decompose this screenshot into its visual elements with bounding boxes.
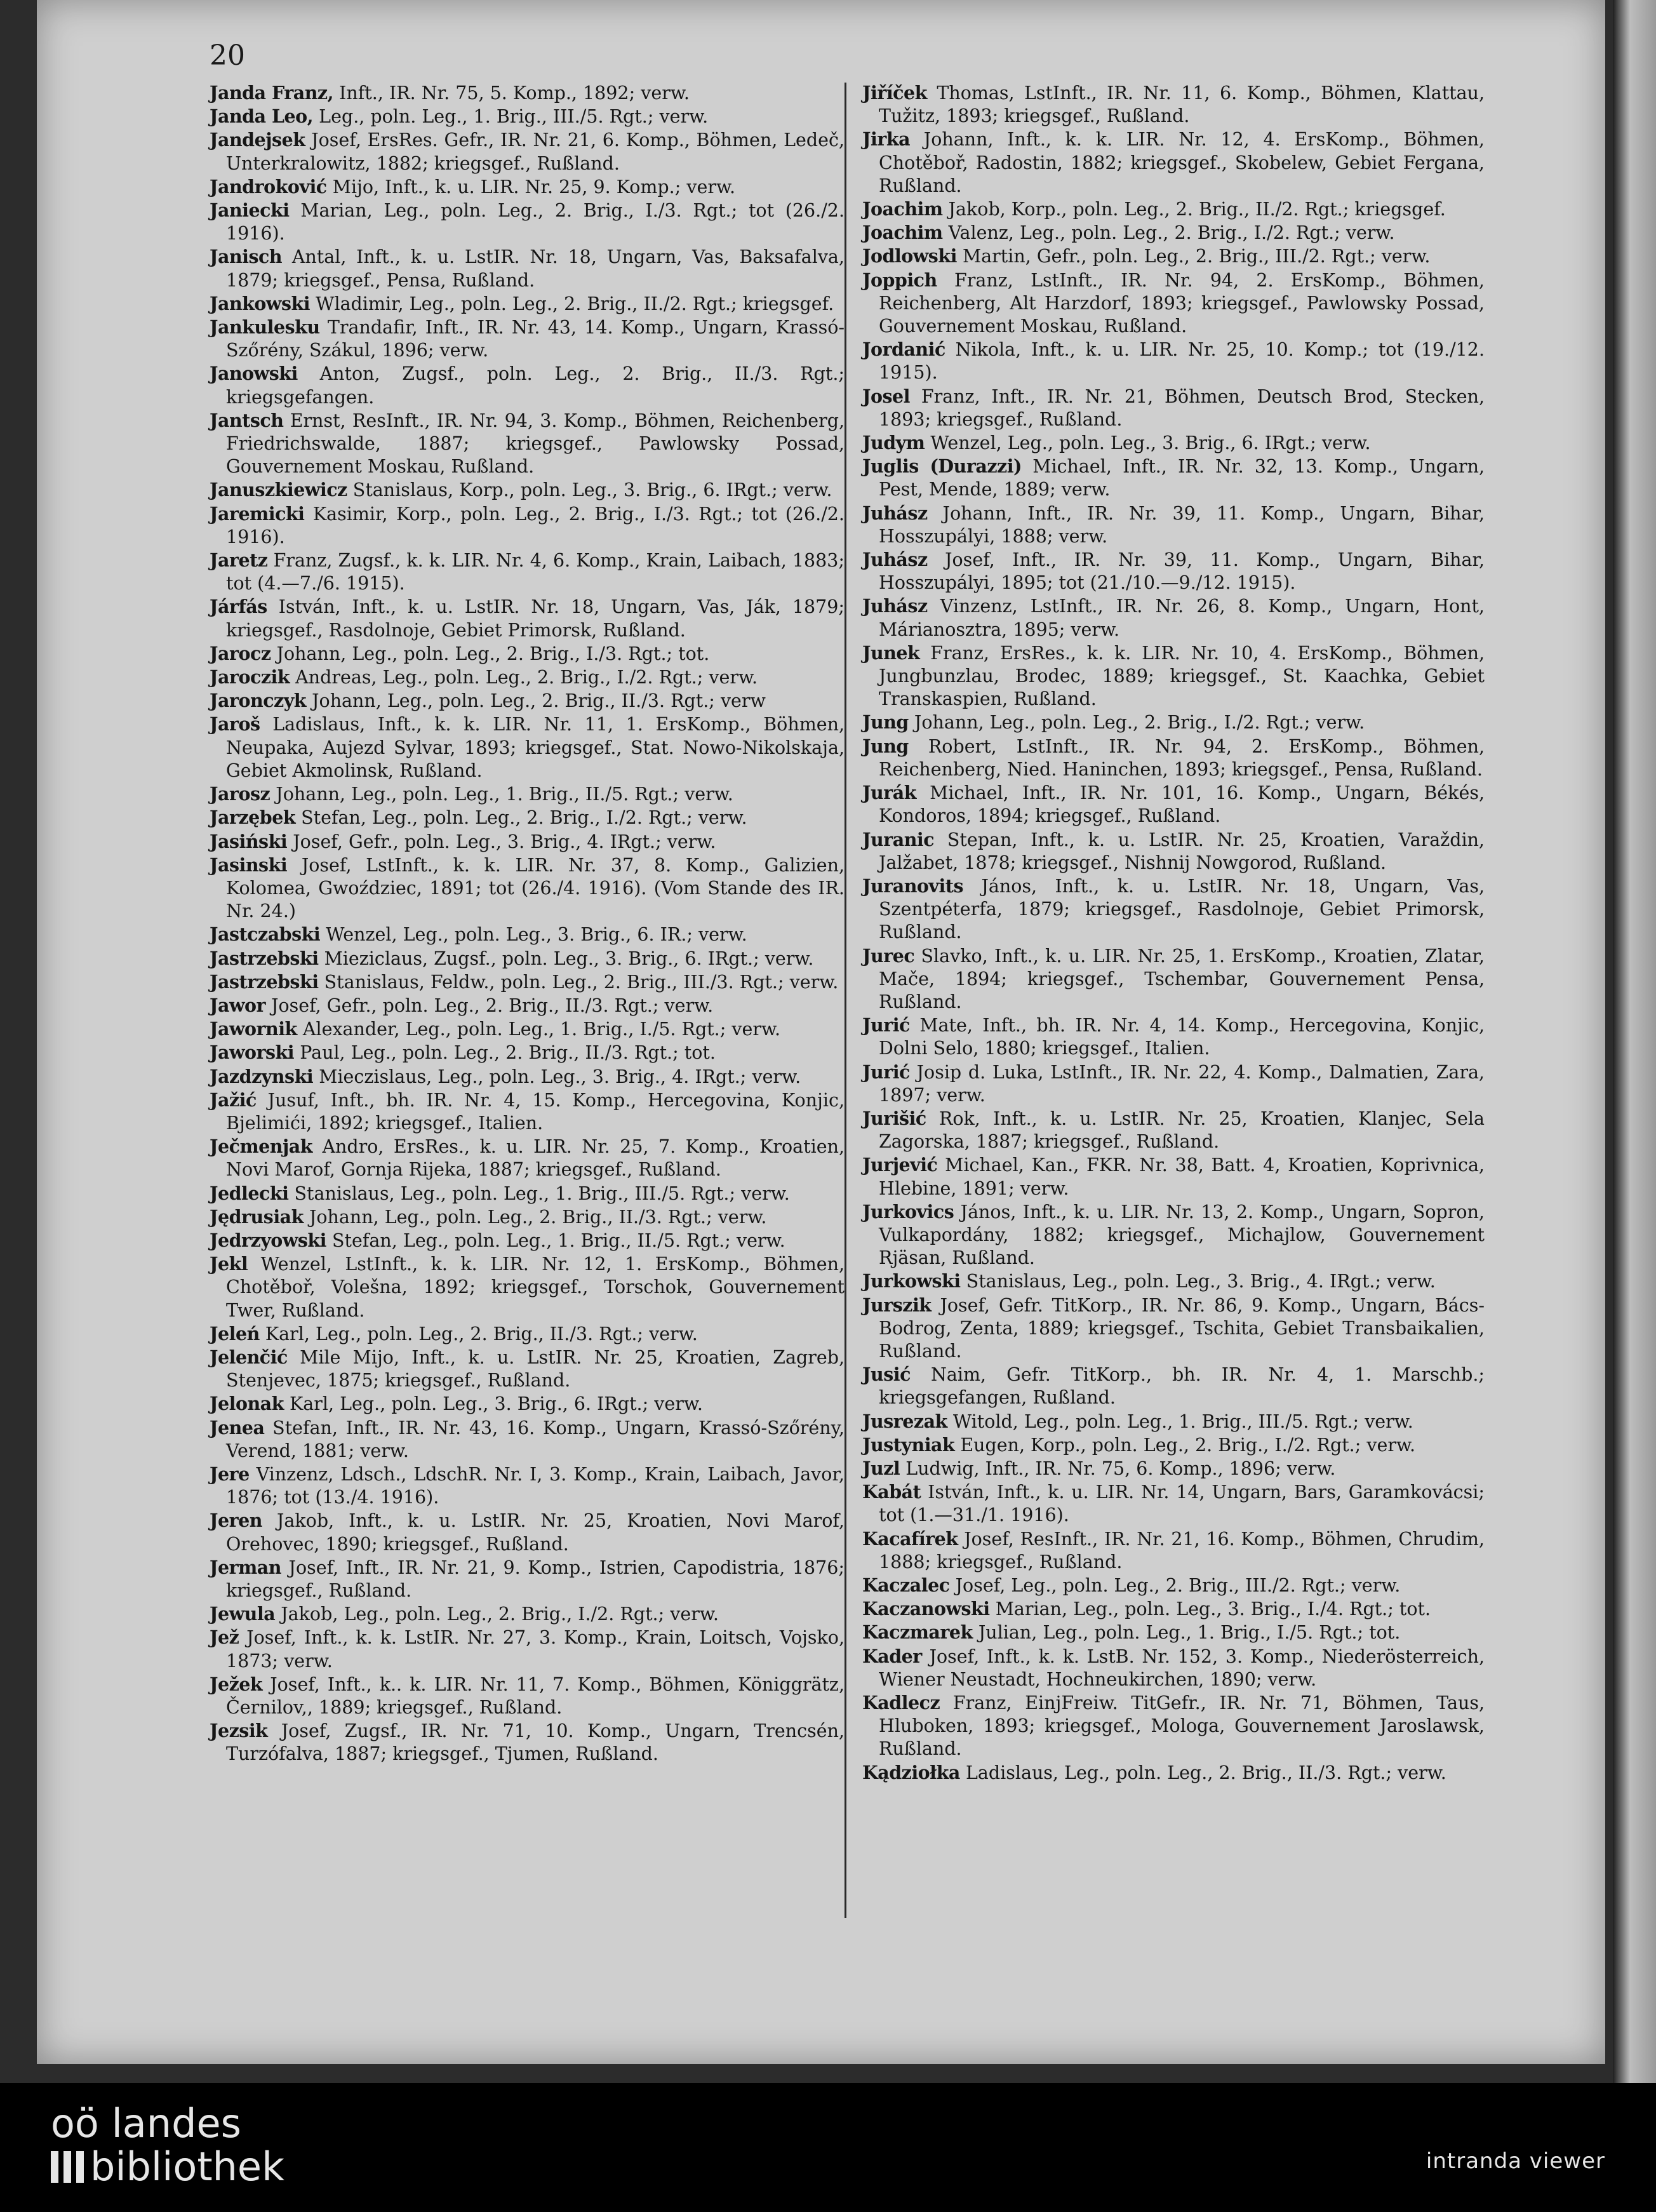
entry-surname: Judym xyxy=(862,432,925,454)
entry-details: Mile Mijo, Inft., k. u. LstIR. Nr. 25, Kroatien, Zagreb, Stenjevec, 1875; kriegsgef., Rußland. xyxy=(226,1346,845,1391)
entry-details: Michael, Kan., FKR. Nr. 38, Batt. 4, Kroatien, Koprivnica, Hlebine, 1891; verw. xyxy=(879,1155,1485,1199)
register-entry xyxy=(210,782,845,806)
register-entry xyxy=(210,175,845,199)
entry-details: Kasimir, Korp., poln. Leg., 2. Brig., I./3. Rgt.; tot (26./2. 1916). xyxy=(226,503,845,547)
entry-surname: Justyniak xyxy=(862,1433,955,1456)
entry-surname: Jezsik xyxy=(210,1720,268,1742)
register-entry xyxy=(862,1363,1485,1409)
entry-surname: Jurszik xyxy=(862,1294,932,1316)
register-entry xyxy=(862,548,1485,594)
entry-surname: Jędrusiak xyxy=(210,1205,304,1228)
entry-details: Eugen, Korp., poln. Leg., 2. Brig., I./2. Rgt.; verw. xyxy=(960,1434,1416,1456)
register-entry xyxy=(210,316,845,362)
entry-details: Mieczislaus, Leg., poln. Leg., 3. Brig., 4. IRgt.; verw. xyxy=(319,1066,801,1087)
register-entry xyxy=(210,994,845,1017)
register-entry xyxy=(210,1463,845,1509)
entry-surname: Jedrzyowski xyxy=(210,1229,326,1251)
entry-details: Josef, Inft., k.. k. LIR. Nr. 11, 7. Komp., Böhmen, Königgrätz, Černilov,, 1889; kriegsgef., Rußland. xyxy=(226,1673,845,1719)
entry-details: Jusuf, Inft., bh. IR. Nr. 4, 15. Komp., Hercegovina, Konjic, Bjelimići, 1892; kriegsgef., Italien. xyxy=(226,1089,845,1134)
entry-details: Stefan, Inft., IR. Nr. 43, 16. Komp., Ungarn, Krassó-Szőrény, Verend, 1881; verw. xyxy=(226,1417,845,1461)
entry-surname: Jeren xyxy=(210,1510,262,1532)
entry-details: Johann, Inft., k. k. LIR. Nr. 12, 4. ErsKomp., Böhmen, Chotěboř, Radostin, 1882; kriegsgef., Skobelew, Gebiet Fergana, Rußland. xyxy=(879,129,1485,196)
entry-surname: Ječmenjak xyxy=(210,1136,313,1158)
entry-details: Franz, ErsRes., k. k. LIR. Nr. 10, 4. ErsKomp., Böhmen, Jungbunzlau, Brodec, 1889; kriegsgef., St. Kaachka, Gebiet Transkaspien, Rußland. xyxy=(879,642,1485,710)
entry-details: Stanislaus, Leg., poln. Leg., 3. Brig., 4. IRgt.; verw. xyxy=(966,1271,1436,1292)
entry-surname: Jandroković xyxy=(210,175,327,198)
register-entry xyxy=(862,711,1485,734)
entry-surname: Janowski xyxy=(210,363,298,385)
register-entry xyxy=(210,1602,845,1626)
entry-details: Vinzenz, Ldsch., LdschR. Nr. I, 3. Komp., Krain, Laibach, Javor, 1876; tot (13./4. 1916). xyxy=(226,1463,845,1508)
register-entry xyxy=(210,689,845,713)
entry-surname: Joachim xyxy=(862,222,943,244)
register-entry xyxy=(862,128,1485,198)
entry-surname: Jirka xyxy=(862,128,911,151)
entry-details: Slavko, Inft., k. u. LIR. Nr. 25, 1. ErsKomp., Kroatien, Zlatar, Mače, 1894; kriegsgef., Tschembar, Gouvernement Pensa, Rußland. xyxy=(879,945,1485,1012)
entry-details: Josef, LstInft., k. k. LIR. Nr. 37, 8. Komp., Galizien, Kolomea, Gwoździec, 1891; tot (26./4. 1916). (Vom Stande des IR. Nr. 24.) xyxy=(226,854,845,922)
register-entry xyxy=(210,502,845,549)
register-entry xyxy=(862,781,1485,828)
register-entry xyxy=(210,970,845,994)
entry-surname: Kaczmarek xyxy=(862,1621,973,1644)
register-entry xyxy=(862,1294,1485,1364)
register-entry xyxy=(862,944,1485,1014)
entry-surname: Jerman xyxy=(210,1556,281,1578)
entry-surname: Jelonak xyxy=(210,1393,284,1415)
entry-surname: Jewula xyxy=(210,1603,276,1625)
entry-surname: Jurić xyxy=(862,1014,910,1036)
entry-surname: Jastrzebski xyxy=(210,947,319,969)
entry-surname: Junek xyxy=(862,641,920,664)
register-entry xyxy=(862,875,1485,944)
register-entry xyxy=(862,1691,1485,1761)
entry-details: Michael, Inft., IR. Nr. 101, 16. Komp., Ungarn, Békés, Kondoros, 1894; kriegsgef., Rußland. xyxy=(879,782,1485,827)
register-entry xyxy=(862,828,1485,875)
register-entry xyxy=(210,409,845,479)
entry-surname: Jazdzynski xyxy=(210,1065,314,1087)
entry-surname: Janda Leo, xyxy=(210,105,314,128)
logo-line-2: bibliothek xyxy=(90,2143,284,2190)
viewer-label: intranda viewer xyxy=(1426,2148,1605,2174)
entry-surname: Jusrezak xyxy=(862,1410,947,1432)
entry-surname: Kadlecz xyxy=(862,1692,940,1714)
entry-details: Stanislaus, Korp., poln. Leg., 3. Brig., 6. IRgt.; verw. xyxy=(352,479,832,501)
entry-surname: Jantsch xyxy=(210,409,284,431)
register-entry xyxy=(862,1433,1485,1457)
register-entry xyxy=(210,1556,845,1602)
register-entry xyxy=(862,1621,1485,1644)
register-entry xyxy=(862,81,1485,128)
page-number: 20 xyxy=(210,39,245,72)
entry-surname: Juhász xyxy=(862,502,928,524)
entry-details: Ladislaus, Leg., poln. Leg., 2. Brig., II./3. Rgt.; verw. xyxy=(965,1762,1446,1783)
entry-details: Naim, Gefr. TitKorp., bh. IR. Nr. 4, 1. Marschb.; kriegsgefangen, Rußland. xyxy=(879,1364,1485,1409)
entry-details: Johann, Leg., poln. Leg., 1. Brig., II./5. Rgt.; verw. xyxy=(276,784,733,805)
entry-surname: Joppich xyxy=(862,269,937,291)
entry-details: Franz, Zugsf., k. k. LIR. Nr. 4, 6. Komp., Krain, Laibach, 1883; tot (4.—7./6. 1915). xyxy=(226,550,845,594)
entry-details: Witold, Leg., poln. Leg., 1. Brig., III./5. Rgt.; verw. xyxy=(952,1411,1413,1432)
register-entry xyxy=(862,1527,1485,1574)
entry-details: Stanislaus, Leg., poln. Leg., 1. Brig., III./5. Rgt.; verw. xyxy=(294,1183,790,1204)
entry-surname: Juranovits xyxy=(862,875,964,897)
entry-details: Johann, Inft., IR. Nr. 39, 11. Komp., Ungarn, Bihar, Hosszupályi, 1888; verw. xyxy=(879,502,1485,547)
entry-details: Karl, Leg., poln. Leg., 2. Brig., II./3. Rgt.; verw. xyxy=(265,1323,698,1344)
register-entry xyxy=(210,1673,845,1719)
register-entry xyxy=(862,221,1485,245)
register-entry xyxy=(210,292,845,316)
register-entry xyxy=(210,595,845,641)
entry-details: Stefan, Leg., poln. Leg., 1. Brig., II./5. Rgt.; verw. xyxy=(332,1230,785,1251)
entry-details: Franz, EinjFreiw. TitGefr., IR. Nr. 71, Böhmen, Taus, Hluboken, 1893; kriegsgef., Mologa, Gouvernement Jaroslawsk, Rußland. xyxy=(879,1693,1485,1760)
column-divider xyxy=(845,83,846,1918)
register-entry xyxy=(862,641,1485,711)
entry-details: Josef, Inft., IR. Nr. 21, 9. Komp., Istrien, Capodistria, 1876; kriegsgef., Rußland. xyxy=(226,1557,845,1601)
register-entry xyxy=(210,806,845,829)
register-entry xyxy=(210,1065,845,1089)
entry-details: Josip d. Luka, LstInft., IR. Nr. 22, 4. Komp., Dalmatien, Zara, 1897; verw. xyxy=(879,1061,1485,1106)
entry-details: Julian, Leg., poln. Leg., 1. Brig., I./5. Rgt.; tot. xyxy=(978,1622,1401,1644)
entry-details: István, Inft., k. u. LstIR. Nr. 18, Ungarn, Vas, Ják, 1879; kriegsgef., Rasdolnoje, Gebiet Primorsk, Rußland. xyxy=(226,596,845,641)
entry-details: Andro, ErsRes., k. u. LIR. Nr. 25, 7. Komp., Kroatien, Novi Marof, Gornja Rijeka, 1887; kriegsgef., Rußland. xyxy=(226,1136,845,1181)
entry-details: Martin, Gefr., poln. Leg., 2. Brig., III./2. Rgt.; verw. xyxy=(962,246,1431,267)
entry-surname: Jarosz xyxy=(210,783,270,805)
register-entry xyxy=(210,1626,845,1672)
entry-surname: Jawornik xyxy=(210,1018,297,1040)
entry-details: Johann, Leg., poln. Leg., 2. Brig., II./3. Rgt.; verw. xyxy=(309,1206,767,1228)
entry-surname: Jurkowski xyxy=(862,1270,961,1292)
entry-surname: Jaworski xyxy=(210,1042,295,1064)
entry-surname: Jurić xyxy=(862,1061,910,1083)
entry-surname: Jodlowski xyxy=(862,245,957,267)
register-entry xyxy=(210,81,845,105)
entry-details: Josef, Inft., IR. Nr. 39, 11. Komp., Ungarn, Bihar, Hosszupályi, 1895; tot (21./10.—9./12. 1915). xyxy=(879,549,1485,594)
entry-details: Stepan, Inft., k. u. LstIR. Nr. 25, Kroatien, Varaždin, Jalžabet, 1878; kriegsgef., Nishnij Nowgorod, Rußland. xyxy=(879,829,1485,873)
entry-surname: Jaremicki xyxy=(210,502,305,525)
entry-surname: Juhász xyxy=(862,595,928,617)
entry-details: Mieziclaus, Zugsf., poln. Leg., 3. Brig., 6. IRgt.; verw. xyxy=(324,948,814,969)
logo-line-1: oö landes xyxy=(51,2100,241,2147)
register-entry xyxy=(210,1252,845,1322)
entry-details: Josef, Leg., poln. Leg., 2. Brig., III./2. Rgt.; verw. xyxy=(955,1575,1401,1596)
entry-details: Wenzel, LstInft., k. k. LIR. Nr. 12, 1. ErsKomp., Böhmen, Chotěboř, Volešna, 1892; kriegsgef., Torschok, Gouvernement Twer, Rußland. xyxy=(226,1254,845,1321)
register-entry xyxy=(862,1645,1485,1691)
entry-surname: Januszkiewicz xyxy=(210,479,347,501)
entry-details: János, Inft., k. u. LIR. Nr. 13, 2. Komp., Ungarn, Sopron, Vulkapordány, 1882; kriegsgef., Michajlow, Gouvernement Rjäsan, Rußland. xyxy=(879,1201,1485,1269)
entry-details: Johann, Leg., poln. Leg., 2. Brig., I./3. Rgt.; tot. xyxy=(276,643,710,664)
register-entry xyxy=(210,1205,845,1229)
entry-details: Josef, Inft., k. k. LstIR. Nr. 27, 3. Komp., Krain, Loitsch, Vojsko, 1873; verw. xyxy=(226,1627,845,1672)
entry-details: Valenz, Leg., poln. Leg., 2. Brig., I./2. Rgt.; verw. xyxy=(948,222,1395,244)
entry-details: Alexander, Leg., poln. Leg., 1. Brig., I./5. Rgt.; verw. xyxy=(302,1019,781,1040)
entry-surname: Juglis (Durazzi) xyxy=(862,455,1022,478)
entry-surname: Jordanić xyxy=(862,339,945,361)
register-entry xyxy=(862,455,1485,501)
entry-surname: Janda Franz, xyxy=(210,82,334,104)
register-entry xyxy=(210,1322,845,1346)
entry-surname: Jaretz xyxy=(210,549,268,572)
entry-surname: Juhász xyxy=(862,549,928,571)
entry-surname: Joachim xyxy=(862,198,943,220)
entry-details: Marian, Leg., poln. Leg., 2. Brig., I./3. Rgt.; tot (26./2. 1916). xyxy=(226,200,845,245)
entry-surname: Josel xyxy=(862,385,910,407)
entry-surname: Jelenčić xyxy=(210,1346,288,1368)
register-entry xyxy=(862,198,1485,221)
register-entry xyxy=(862,1457,1485,1480)
register-entry xyxy=(862,245,1485,268)
register-entry xyxy=(862,1200,1485,1270)
entry-details: Stanislaus, Feldw., poln. Leg., 2. Brig., III./3. Rgt.; verw. xyxy=(324,971,839,993)
entry-surname: Jurjević xyxy=(862,1154,938,1176)
entry-details: Jakob, Korp., poln. Leg., 2. Brig., II./2. Rgt.; kriegsgef. xyxy=(948,199,1446,220)
register-entry xyxy=(210,830,845,854)
register-entry xyxy=(210,478,845,502)
entry-surname: Jaroczik xyxy=(210,666,290,688)
entry-details: István, Inft., k. u. LIR. Nr. 14, Ungarn, Bars, Garamkovácsi; tot (1.—31./1. 1916). xyxy=(879,1482,1485,1526)
register-entry xyxy=(862,1107,1485,1153)
register-entry xyxy=(210,549,845,595)
entry-surname: Jankulesku xyxy=(210,316,320,339)
entry-surname: Jandejsek xyxy=(210,129,305,151)
register-entry xyxy=(210,666,845,689)
entry-surname: Janisch xyxy=(210,246,283,268)
register-entry xyxy=(210,1041,845,1064)
entry-details: Leg., poln. Leg., 1. Brig., III./5. Rgt.; verw. xyxy=(319,106,709,128)
register-entry xyxy=(210,1229,845,1252)
register-entry xyxy=(210,713,845,782)
register-entry xyxy=(862,1153,1485,1200)
entry-details: Wenzel, Leg., poln. Leg., 3. Brig., 6. IR.; verw. xyxy=(326,924,747,946)
register-entry xyxy=(862,1597,1485,1621)
register-entry xyxy=(210,1182,845,1205)
entry-surname: Jeleń xyxy=(210,1322,260,1344)
entry-surname: Jusić xyxy=(862,1364,911,1386)
register-entry xyxy=(210,1392,845,1416)
entry-details: Stefan, Leg., poln. Leg., 2. Brig., I./2. Rgt.; verw. xyxy=(301,807,747,829)
entry-surname: Kądziołka xyxy=(862,1761,960,1783)
register-entry xyxy=(210,199,845,245)
entry-surname: Jasinski xyxy=(210,854,288,876)
entry-details: Vinzenz, LstInft., IR. Nr. 26, 8. Komp., Ungarn, Hont, Márianosztra, 1895; verw. xyxy=(879,596,1485,640)
entry-surname: Jawor xyxy=(210,994,266,1016)
register-entry xyxy=(862,385,1485,431)
register-entry xyxy=(210,1346,845,1392)
right-column xyxy=(862,81,1485,1785)
entry-details: Mate, Inft., bh. IR. Nr. 4, 14. Komp., Hercegovina, Konjic, Dolni Selo, 1880; kriegsgef., Italien. xyxy=(879,1015,1485,1059)
entry-details: Jakob, Leg., poln. Leg., 2. Brig., I./2. Rgt.; verw. xyxy=(281,1604,719,1625)
entry-details: János, Inft., k. u. LstIR. Nr. 18, Ungarn, Vas, Szentpéterfa, 1879; kriegsgef., Rasdolnoje, Gebiet Primorsk, Rußland. xyxy=(879,875,1485,943)
entry-surname: Jankowski xyxy=(210,292,310,314)
left-column xyxy=(210,81,845,1766)
register-entry xyxy=(210,128,845,175)
entry-surname: Jere xyxy=(210,1463,250,1485)
entry-details: Antal, Inft., k. u. LstIR. Nr. 18, Ungarn, Vas, Baksafalva, 1879; kriegsgef., Pensa, Rußland. xyxy=(226,246,845,291)
next-page-edge xyxy=(1613,0,1656,2083)
register-entry xyxy=(210,362,845,408)
entry-details: Wladimir, Leg., poln. Leg., 2. Brig., II./2. Rgt.; kriegsgef. xyxy=(316,293,834,314)
entry-details: Josef, ResInft., IR. Nr. 21, 16. Komp., Böhmen, Chrudim, 1888; kriegsgef., Rußland. xyxy=(879,1528,1485,1572)
entry-surname: Kader xyxy=(862,1645,922,1667)
logo-bars-icon xyxy=(51,2151,85,2183)
entry-details: Trandafir, Inft., IR. Nr. 43, 14. Komp., Ungarn, Krassó-Szőrény, Szákul, 1896; verw. xyxy=(226,317,845,361)
register-entry xyxy=(210,1135,845,1181)
entry-surname: Kacafírek xyxy=(862,1527,958,1550)
entry-details: Andreas, Leg., poln. Leg., 2. Brig., I./2. Rgt.; verw. xyxy=(295,667,758,688)
register-entry xyxy=(210,642,845,666)
entry-surname: Jaronczyk xyxy=(210,690,307,712)
entry-surname: Janiecki xyxy=(210,199,290,222)
register-entry xyxy=(210,1416,845,1463)
entry-surname: Jarocz xyxy=(210,642,271,664)
register-entry xyxy=(210,245,845,292)
entry-surname: Jaroš xyxy=(210,713,260,735)
entry-details: Josef, ErsRes. Gefr., IR. Nr. 21, 6. Komp., Böhmen, Ledeč, Unterkralowitz, 1882; kriegsgef., Rußland. xyxy=(226,130,845,174)
entry-surname: Jarzębek xyxy=(210,807,296,829)
register-entry xyxy=(210,947,845,970)
entry-surname: Jung xyxy=(862,711,909,734)
entry-details: Wenzel, Leg., poln. Leg., 3. Brig., 6. IRgt.; verw. xyxy=(930,432,1371,454)
entry-details: Mijo, Inft., k. u. LIR. Nr. 25, 9. Komp.; verw. xyxy=(332,176,736,198)
entry-details: Jakob, Inft., k. u. LstIR. Nr. 25, Kroatien, Novi Marof, Orehovec, 1890; kriegsgef., Rußland. xyxy=(226,1510,845,1555)
entry-surname: Jažić xyxy=(210,1089,257,1111)
entry-details: Anton, Zugsf., poln. Leg., 2. Brig., II./3. Rgt.; kriegsgefangen. xyxy=(226,363,845,408)
entry-surname: Jiříček xyxy=(862,82,927,104)
entry-surname: Kabát xyxy=(862,1481,921,1503)
register-entry xyxy=(862,338,1485,384)
entry-details: Josef, Gefr. TitKorp., IR. Nr. 86, 9. Komp., Ungarn, Bács-Bodrog, Zenta, 1889; kriegsgef., Tschita, Gebiet Transbaikalien, Rußland. xyxy=(879,1294,1485,1362)
entry-surname: Juzl xyxy=(862,1457,900,1479)
entry-details: Josef, Gefr., poln. Leg., 3. Brig., 4. IRgt.; verw. xyxy=(293,831,716,852)
register-entry xyxy=(210,923,845,946)
library-logo[interactable] xyxy=(51,2102,284,2189)
register-entry xyxy=(862,1574,1485,1597)
entry-surname: Jastczabski xyxy=(210,923,321,946)
entry-details: Josef, Zugsf., IR. Nr. 71, 10. Komp., Ungarn, Trencsén, Turzófalva, 1887; kriegsgef., Tjumen, Rußland. xyxy=(226,1720,845,1765)
register-entry xyxy=(862,1061,1485,1107)
entry-surname: Jurišić xyxy=(862,1107,926,1129)
entry-details: Paul, Leg., poln. Leg., 2. Brig., II./3. Rgt.; tot. xyxy=(300,1042,716,1064)
entry-details: Josef, Inft., k. k. LstB. Nr. 152, 3. Komp., Niederösterreich, Wiener Neustadt, Hochneukirchen, 1890; verw. xyxy=(879,1646,1485,1690)
register-entry xyxy=(862,1270,1485,1293)
register-entry xyxy=(862,594,1485,641)
entry-details: Ernst, ResInft., IR. Nr. 94, 3. Komp., Böhmen, Reichenberg, Friedrichswalde, 1887; kriegsgef., Pawlowsky Possad, Gouvernement Moskau, Rußland. xyxy=(226,410,845,478)
entry-details: Inft., IR. Nr. 75, 5. Komp., 1892; verw. xyxy=(339,83,690,104)
entry-details: Johann, Leg., poln. Leg., 2. Brig., I./2. Rgt.; verw. xyxy=(914,712,1365,734)
entry-surname: Jež xyxy=(210,1626,239,1649)
register-entry xyxy=(210,854,845,923)
entry-surname: Járfás xyxy=(210,596,267,618)
register-entry xyxy=(862,735,1485,781)
entry-details: Karl, Leg., poln. Leg., 3. Brig., 6. IRgt.; verw. xyxy=(289,1393,703,1415)
entry-surname: Jurkovics xyxy=(862,1200,954,1223)
entry-surname: Jastrzebski xyxy=(210,970,319,993)
entry-surname: Jung xyxy=(862,735,909,757)
entry-details: Franz, Inft., IR. Nr. 21, Böhmen, Deutsch Brod, Stecken, 1893; kriegsgef., Rußland. xyxy=(879,385,1485,430)
entry-details: Ladislaus, Inft., k. k. LIR. Nr. 11, 1. ErsKomp., Böhmen, Neupaka, Aujezd Sylvar, 1893; kriegsgef., Stat. Nowo-Nikolskaja, Gebiet Akmolinsk, Rußland. xyxy=(226,714,845,781)
register-entry xyxy=(210,1017,845,1041)
entry-surname: Jurák xyxy=(862,782,916,804)
entry-details: Franz, LstInft., IR. Nr. 94, 2. ErsKomp., Böhmen, Reichenberg, Alt Harzdorf, 1893; kriegsgef., Pawlowsky Possad, Gouvernement Moskau, Rußland. xyxy=(879,269,1485,337)
register-entry xyxy=(862,502,1485,548)
entry-details: Marian, Leg., poln. Leg., 3. Brig., I./4. Rgt.; tot. xyxy=(995,1599,1431,1620)
register-entry xyxy=(210,1719,845,1766)
register-entry xyxy=(210,1089,845,1135)
entry-details: Michael, Inft., IR. Nr. 32, 13. Komp., Ungarn, Pest, Mende, 1889; verw. xyxy=(879,456,1485,500)
entry-surname: Kaczalec xyxy=(862,1574,950,1596)
register-entry xyxy=(210,105,845,128)
register-entry xyxy=(862,1761,1485,1785)
entry-surname: Ježek xyxy=(210,1673,263,1695)
register-entry xyxy=(210,1509,845,1555)
register-entry xyxy=(862,431,1485,455)
entry-surname: Kaczanowski xyxy=(862,1598,990,1620)
register-entry xyxy=(862,269,1485,339)
entry-details: Josef, Gefr., poln. Leg., 2. Brig., II./3. Rgt.; verw. xyxy=(271,995,714,1016)
entry-details: Johann, Leg., poln. Leg., 2. Brig., II./3. Rgt.; verw xyxy=(312,690,766,712)
entry-details: Nikola, Inft., k. u. LIR. Nr. 25, 10. Komp.; tot (19./12. 1915). xyxy=(879,339,1485,384)
entry-surname: Jenea xyxy=(210,1416,265,1438)
entry-surname: Juranic xyxy=(862,828,935,850)
register-entry xyxy=(862,1410,1485,1433)
entry-details: Thomas, LstInft., IR. Nr. 11, 6. Komp., Böhmen, Klattau, Tužitz, 1893; kriegsgef., Rußland. xyxy=(879,83,1485,127)
entry-surname: Jedlecki xyxy=(210,1182,289,1204)
entry-details: Rok, Inft., k. u. LstIR. Nr. 25, Kroatien, Klanjec, Sela Zagorska, 1887; kriegsgef., Rußland. xyxy=(879,1108,1485,1153)
entry-surname: Jasiński xyxy=(210,830,288,852)
entry-surname: Jekl xyxy=(210,1253,248,1275)
entry-surname: Jurec xyxy=(862,944,915,967)
entry-details: Ludwig, Inft., IR. Nr. 75, 6. Komp., 1896; verw. xyxy=(905,1458,1336,1479)
entry-details: Robert, LstInft., IR. Nr. 94, 2. ErsKomp., Böhmen, Reichenberg, Nied. Haninchen, 1893; kriegsgef., Pensa, Rußland. xyxy=(879,735,1485,780)
register-entry xyxy=(862,1014,1485,1060)
register-entry xyxy=(862,1480,1485,1527)
